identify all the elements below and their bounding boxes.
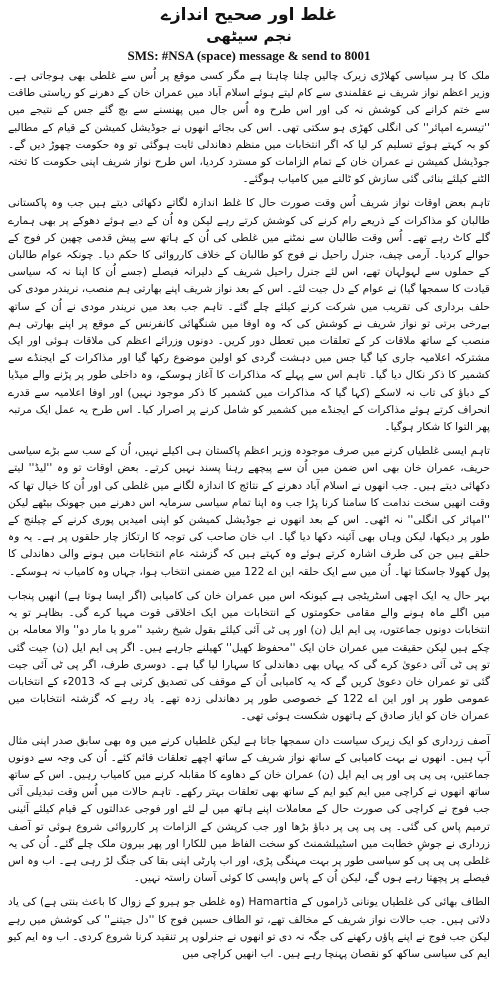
column-body [8, 68, 490, 963]
author-name: نجم سیٹھی [206, 27, 292, 45]
paragraph: الطاف بھائی کی غلطیاں یونانی ڈراموں کے Hamartia (وہ غلطی جو ہیرو کے زوال کا باعث بنتی ہے) کی یاد دلاتی ہیں۔ جب حالات نواز شریف کے مخالف تھے، تو الطاف حسین فوج کا ''دل جیتنے'' کی کوشش میں رہے لیکن جب فوج نے اپنے پاؤں رکھنے کی جگہ نہ دی تو انھوں نے جنرلوں پر تنقید کرنا شروع کردی۔ اب وہ ایم کیو ایم کی سیاسی ساکھ کو نقصان پہنچا رہے ہیں۔ اب انھیں کراچی میں [8, 896, 490, 960]
column-title: غلط اور صحیح اندازے [160, 5, 338, 25]
column-header [8, 4, 490, 64]
paragraph: تاہم بعض اوقات نواز شریف اُس وقت صورت حال کا غلط اندازہ لگاتے دکھائی دیتے ہیں جب وہ پاکستانی طالبان کو مذاکرات کے ذریعے رام کرنے کی کوشش کرتے رہے لیکن وہ اُن کے دیے ہوئے دھوکے پر بھی ہمارے گلے کاٹ رہے تھے۔ اُس وقت طالبان سے نمٹنے میں غلطی کی اُن کے ہاتھ سے پیش قدمی چھین کر فوج کے حوالے کردیا۔ آرمی چیف، جنرل راحیل نے فوج کو طالبان کے خلاف کارروائی کا حکم دیا۔ چونکہ عوام طالبان کے حملوں سے لہولہان تھے، اس لئے جنرل راحیل شریف کے دلیرانہ فیصلے (جسے اُن کا اپنا نہ کہ سیاسی قیادت کا سمجھا گیا) نے عوام کے دل جیت لئے۔ اس کے بعد نواز شریف اپنے بھارتی ہم منصب، نریندر مودی کی حلف برداری کی تقریب میں شرکت کرنے کیلئے چلے گئے۔ تاہم جب بعد میں نریندر مودی نے اُن کے ساتھ بےرخی برتی تو نواز شریف نے کوشش کی کہ وہ اوفا میں شنگھائی کانفرنس کے موقع پر اپنے بھارتی ہم منصب کے ساتھ ملاقات کر کے تعلقات میں تعطل دور کریں۔ دونوں وزرائے اعظم کی ملاقات ہوئی اور ایک مشترکہ اعلامیہ جاری کیا گیا جس میں دہشت گردی کو اولین موضوع رکھا گیا اور مذاکرات کے ایجنڈے سے کشمیر کا ذکر نکال دیا گیا۔ تاہم اس سے پہلے کہ مذاکرات کا آغاز ہوسکے، وہ داخلی طور پر پڑنے والے میڈیا کے دباؤ کی تاب نہ لاسکے (کہا گیا کہ مذاکرات میں کشمیر کا ذکر موجود نہیں) اور اوفا اعلامیہ سے قدرے انحراف کرتے ہوئے مذاکرات کے ایجنڈے میں کشمیر کو شامل کرنے پر اصرار کیا۔ اس طرح یہ عمل ایک مرتبہ پھر التوا کا شکار ہوگیا۔ [8, 197, 490, 434]
paragraph: ملک کا ہر سیاسی کھلاڑی زیرک چالیں چلنا چاہتا ہے مگر کسی موقع پر اُس سے غلطی بھی ہوجاتی ہے۔ وزیر اعظم نواز شریف نے عقلمندی سے کام لیتے ہوئے اسلام آباد میں عمران خان کے دھرنے کو ریاستی طاقت سے ختم کرانے کی کوشش نہ کی اور اس طرح وہ اُس جال میں پھنسنے سے بچ گئے جس کے نتیجے میں ''تیسرے امپائر'' کی انگلی کھڑی ہو سکتی تھی۔ اس کی بجائے انھوں نے جوڈیشل کمیشن کے قیام کے مطالبے کو بہ کہتے ہوئے تسلیم کر لیا کہ اگر انتخابات میں منظم دھاندلی ثابت ہوگئی تو وہ حکومت چھوڑ دیں گے۔ جوڈیشل کمیشن نے عمران خان کے تمام الزامات کو مسترد کردیا، اس طرح نواز شریف اپنی حکومت کا تختہ الٹنے کیلئے بنائی گئی سازش کو ٹالنے میں کامیاب ہوگئے۔ [8, 70, 490, 186]
sms-line: SMS: #NSA (space) message & send to 8001 [127, 48, 371, 63]
paragraph: تاہم ایسی غلطیاں کرنے میں صرف موجودہ وزیر اعظم پاکستان ہی اکیلے نہیں، اُن کے سب سے بڑے سیاسی حریف، عمران خان بھی اس ضمن میں اُن سے پیچھے رہنا پسند نہیں کرتے۔ بعض اوقات تو وہ ''لیڈ'' لیتے دکھائی دیتے ہیں۔ جب انھوں نے اسلام آباد دھرنے کے نتائج کا اندازہ لگانے میں غلطی کی اور اُن کا خیال تھا کہ وقت انھیں سخت ندامت کا سامنا کرنا پڑا جب وہ اپنا تمام سیاسی سرمایہ اس دھرنے میں جھونک بیٹھے لیکن ''امپائر کی انگلی'' نہ اٹھی۔ اس کے بعد انھوں نے جوڈیشل کمیشن کو اپنی امیدیں پوری کرنے کے چیلنج کے طور پر دیکھا، لیکن وہاں بھی آئینہ دکھا دیا گیا۔ اب خان صاحب کی توجہ کا ارتکاز چار حلقوں پر ہے۔ یہ وہ حلقے ہیں جن کی طرف اشارہ کرتے ہوئے وہ کہتے ہیں کہ گزشتہ عام انتخابات میں ہونے والی دھاندلی کا پول کھولا جاسکتا تھا۔ اُن میں سے ایک حلقہ این اے 122 میں ضمنی انتخاب ہوا، جہاں وہ کامیاب نہ ہوسکے۔ [8, 445, 490, 578]
paragraph: آصف زرداری کو ایک زیرک سیاست دان سمجھا جاتا ہے لیکن غلطیاں کرنے میں وہ بھی سابق صدر اپنی مثال آپ ہیں۔ انھوں نے بہت کامیابی کے ساتھ نواز شریف کے ساتھ اچھے تعلقات قائم کئے۔ اُن کی وجہ سے دونوں جماعتیں، پی پی پی اور پی ایم ایل (ن) عمران خان کے دھاوے کا مقابلہ کرنے میں کامیاب رہیں۔ اس کے ساتھ ساتھ انھوں نے کراچی میں ایم کیو ایم کے ساتھ بھی تعلقات بہتر رکھے۔ تاہم حالات میں اُس وقت تبدیلی آئی جب فوج نے کراچی کی صورت حال کے معاملات اپنے ہاتھ میں لے لئے اور فوجی عدالتوں کے قیام کیلئے آئینی ترمیم پاس کی گئی۔ پی پی پی پر دباؤ بڑھا اور جب کرپشن کے الزامات پر کارروائی شروع ہوئی تو آصف زرداری نے جوشِ خطابت میں اسٹیبلشمنٹ کو سخت الفاظ میں للکارا اور پھر بیرون ملک چلے گئے۔ اُن کی یہ غلطی پی پی پی کو سیاسی طور پر بہت مہنگی پڑی، اور اب پارٹی اپنی بقا کی جنگ لڑ رہی ہے۔ اب وہ اس فیصلے پر پچھتا رہے ہوں گے، لیکن اُن کے پاس واپسی کا کوئی آسان راستہ نہیں۔ [8, 734, 490, 885]
paragraph: بہر حال یہ ایک اچھی اسٹریٹجی ہے کیونکہ اس میں عمران خان کی کامیابی (اگر ایسا ہوتا ہے) انھیں پنجاب میں اگلے ماہ ہونے والے مقامی حکومتوں کے انتخابات میں ایک اخلاقی قوت مہیا کرے گی۔ بظاہر تو یہ انتخابات دونوں جماعتوں، پی ایم ایل (ن) اور پی ٹی آئی کیلئے بقول شیخ رشید ''مرو یا مار دو'' والا معاملہ بن چکے ہیں لیکن حقیقت میں عمران خان ایک ''محفوظ کھیل'' کھیلنے جارہے ہیں۔ اگر پی ایم ایل (ن) جیت گئی تو پی ٹی آئی دعویٰ کرے گی کہ یہاں بھی دھاندلی کا سہارا لیا گیا ہے۔ دوسری طرف، اگر پی ٹی آئی جیت گئی تو عمران خان دعویٰ کریں گے کہ یہ کامیابی اُن کے موقف کی تصدیق کرتی ہے کہ 2013ء کے انتخابات عمومی طور پر اور این اے 122 کے خصوصی طور پر دھاندلی زدہ تھے۔ یاد رہے کہ گزشتہ انتخابات میں عمران خان کو ایاز صادق کے ہاتھوں شکست ہوئی تھی۔ [8, 589, 490, 723]
